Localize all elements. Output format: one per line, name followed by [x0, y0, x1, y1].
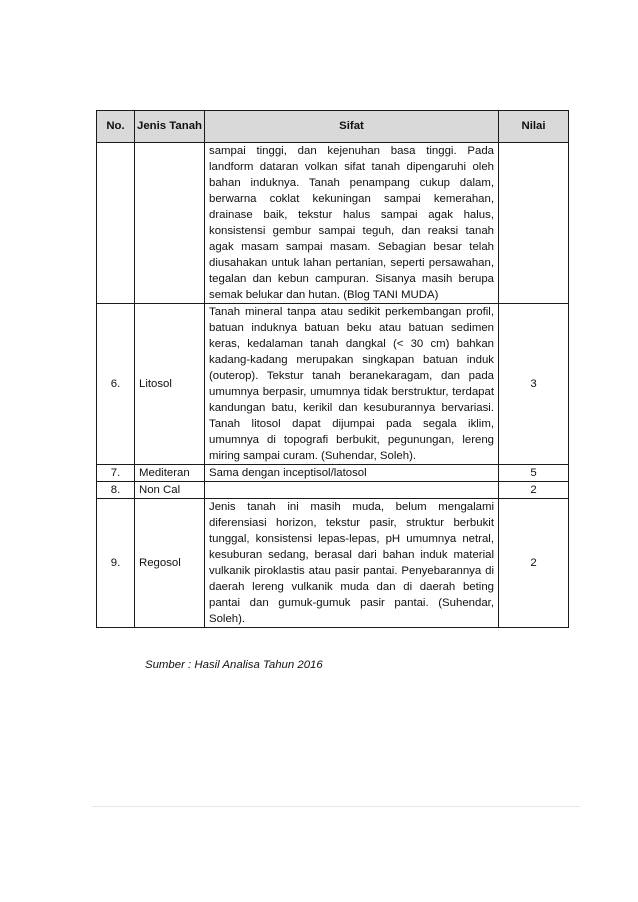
cell-sifat: Sama dengan inceptisol/latosol: [205, 465, 499, 482]
cell-no: 7.: [97, 465, 135, 482]
soil-type-table: [96, 110, 569, 628]
table-source-caption: Sumber : Hasil Analisa Tahun 2016: [145, 659, 323, 671]
table-row: [97, 499, 569, 628]
cell-no: 8.: [97, 482, 135, 499]
cell-jenis: Regosol: [135, 499, 205, 628]
footer-divider: [92, 806, 580, 807]
cell-no: 9.: [97, 499, 135, 628]
table-row: [97, 482, 569, 499]
cell-no: [97, 143, 135, 304]
cell-nilai: 2: [499, 482, 569, 499]
cell-jenis: Mediteran: [135, 465, 205, 482]
table-header: [97, 111, 569, 143]
cell-nilai: 2: [499, 499, 569, 628]
cell-jenis: Non Cal: [135, 482, 205, 499]
cell-no: 6.: [97, 304, 135, 465]
cell-sifat: [205, 482, 499, 499]
header-jenis-tanah: Jenis Tanah: [135, 111, 205, 143]
header-row: [97, 111, 569, 143]
cell-sifat: Tanah mineral tanpa atau sedikit perkembangan profil, batuan induknya batuan beku atau batuan sedimen keras, kedalaman tanah dangkal (< 30 cm) bahkan kadang-kadang merupakan singkapan batuan induk (outerop). Tekstur tanah beranekaragam, dan pada umumnya berpasir, umumnya tidak berstruktur, terdapat kandungan batu, kerikil dan kesuburannya bervariasi. Tanah litosol dapat dijumpai pada segala iklim, umumnya di topografi berbukit, pegunungan, lereng miring sampai curam. (Suhendar, Soleh).: [205, 304, 499, 465]
cell-nilai: [499, 143, 569, 304]
cell-sifat: sampai tinggi, dan kejenuhan basa tinggi. Pada landform dataran volkan sifat tanah dipengaruhi oleh bahan induknya. Tanah penampang cukup dalam, berwarna coklat kekuningan sampai kemerahan, drainase baik, tekstur halus sampai agak halus, konsistensi gembur sampai teguh, dan reaksi tanah agak masam sampai masam. Sebagian besar telah diusahakan untuk lahan pertanian, seperti persawahan, tegalan dan kebun campuran. Sisanya masih berupa semak belukar dan hutan. (Blog TANI MUDA): [205, 143, 499, 304]
table-row: [97, 143, 569, 304]
table-row: [97, 465, 569, 482]
header-nilai: Nilai: [499, 111, 569, 143]
cell-jenis: Litosol: [135, 304, 205, 465]
header-sifat: Sifat: [205, 111, 499, 143]
table-row: [97, 304, 569, 465]
cell-jenis: [135, 143, 205, 304]
table-body: [97, 143, 569, 628]
cell-nilai: 5: [499, 465, 569, 482]
header-no: No.: [97, 111, 135, 143]
cell-sifat: Jenis tanah ini masih muda, belum mengalami diferensiasi horizon, tekstur pasir, struktur berbukit tunggal, konsistensi lepas-lepas, pH umumnya netral, kesuburan sedang, berasal dari bahan induk material vulkanik piroklastis atau pasir pantai. Penyebarannya di daerah lereng vulkanik muda dan di daerah beting pantai dan gumuk-gumuk pasir pantai. (Suhendar, Soleh).: [205, 499, 499, 628]
cell-nilai: 3: [499, 304, 569, 465]
